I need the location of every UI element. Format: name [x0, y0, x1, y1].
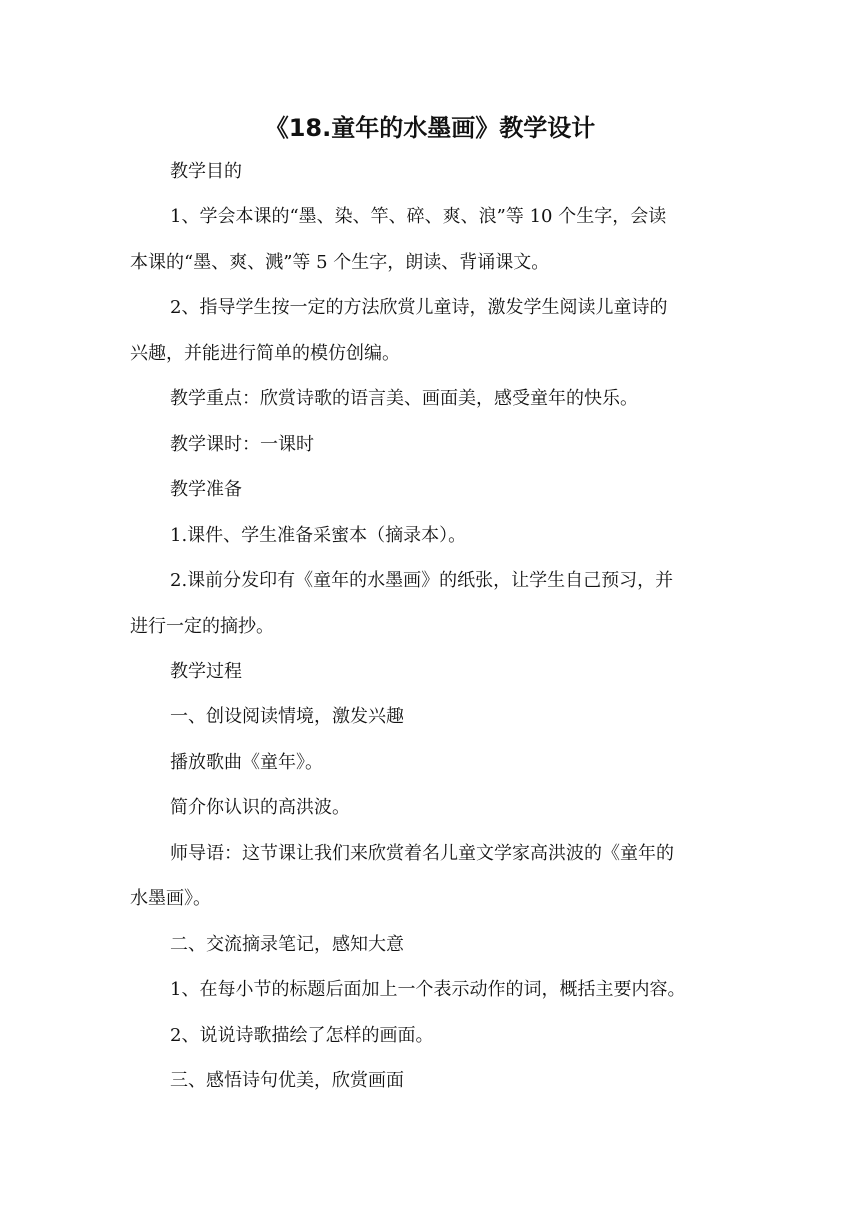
section-heading-preparation: 教学准备 — [170, 479, 242, 500]
paragraph-line: 2、说说诗歌描绘了怎样的画面。 — [170, 1025, 434, 1046]
subsection-heading: 三、感悟诗句优美，欣赏画面 — [170, 1070, 404, 1091]
paragraph-line: 师导语：这节课让我们来欣赏着名儿童文学家高洪波的《童年的 — [170, 843, 674, 864]
subsection-heading: 一、创设阅读情境，激发兴趣 — [170, 706, 404, 727]
section-heading-objectives: 教学目的 — [170, 161, 242, 182]
paragraph-line: 本课的“墨、爽、溅”等 5 个生字，朗读、背诵课文。 — [130, 252, 550, 273]
paragraph-line: 1.课件、学生准备采蜜本（摘录本）。 — [170, 525, 467, 546]
section-heading-process: 教学过程 — [170, 661, 242, 682]
paragraph-line: 1、在每小节的标题后面加上一个表示动作的词，概括主要内容。 — [170, 979, 686, 1000]
paragraph-line: 进行一定的摘抄。 — [130, 616, 274, 637]
document-title: 《18.童年的水墨画》教学设计 — [264, 114, 596, 142]
paragraph-line: 2.课前分发印有《童年的水墨画》的纸张，让学生自己预习，并 — [170, 570, 674, 591]
paragraph-line: 简介你认识的高洪波。 — [170, 797, 350, 818]
paragraph-line: 1、学会本课的“墨、染、竿、碎、爽、浪”等 10 个生字，会读 — [170, 206, 667, 227]
subsection-heading: 二、交流摘录笔记，感知大意 — [170, 934, 404, 955]
paragraph-line: 播放歌曲《童年》。 — [170, 752, 323, 773]
paragraph-line: 兴趣，并能进行简单的模仿创编。 — [130, 343, 400, 364]
paragraph-line: 2、指导学生按一定的方法欣赏儿童诗，激发学生阅读儿童诗的 — [170, 297, 668, 318]
paragraph-line: 教学课时：一课时 — [170, 434, 314, 455]
paragraph-line: 教学重点：欣赏诗歌的语言美、画面美，感受童年的快乐。 — [170, 388, 638, 409]
paragraph-line: 水墨画》。 — [130, 888, 211, 909]
